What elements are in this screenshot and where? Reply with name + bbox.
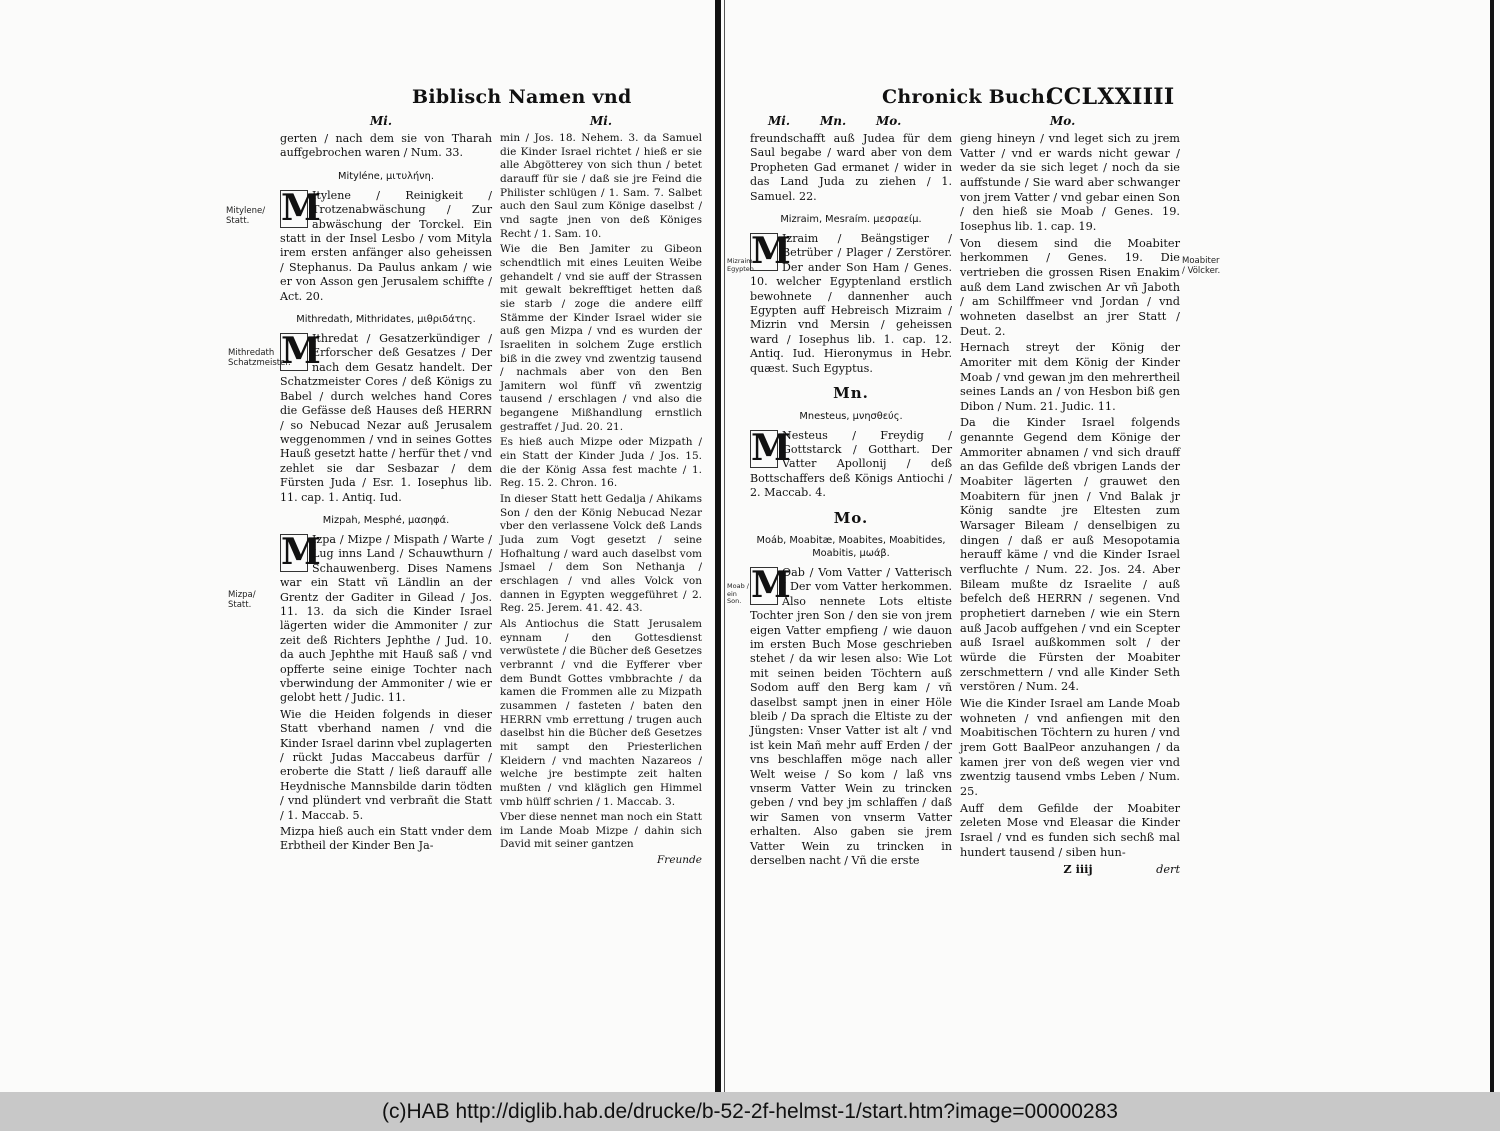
catchword: Freunde (657, 854, 702, 867)
entry-heading-mitylene: Mityléne, μιτυλήνη. (338, 170, 434, 182)
entry-heading-mizraim: Mizraim, Mesraím. μεσραείμ. (780, 214, 922, 226)
dropcap: M (281, 186, 321, 229)
dropcap: M (751, 426, 791, 469)
right-column-1 (750, 132, 952, 870)
margin-note-mizraim: Mizraim Egypten. (727, 257, 756, 273)
margin-note-mitylene: Mitylene/ Statt. (226, 206, 266, 226)
right-column-head-1: Mi. (768, 114, 791, 128)
paragraph: Es hieß auch Mizpe oder Mizpath / ein Statt der Kinder Juda / Jos. 15. die der König Assa fest machte / 1. Reg. 15. 2. Chron. 16. (500, 436, 702, 490)
paragraph: gieng hineyn / vnd leget sich zu jrem Vatter / vnd er wards nicht gewar / weder da sie sich leget / noch da sie auffstunde / Sie ward aber schwanger von jrem Vatter / vnd gebar einen Son / den hieß sie Moab / Genes. 19. Iosephus lib. 1. cap. 19. (960, 132, 1180, 233)
left-column-1 (280, 132, 492, 856)
entry-heading-mnesteus: Mnesteus, μνησθεύς. (799, 410, 903, 422)
entry-mizpah (280, 530, 492, 706)
entry-heading-moab: Moáb, Moabitæ, Moabites, Moabitides, Moabitis, μωάβ. (756, 534, 946, 559)
entry-text: Ithredat / Gesatzerkündiger / Erforscher deß Gesatzes / Der nach dem Gesatz handelt. Der Schatzmeister Cores / deß Königs zu Babel / durch welches hand Cores die Gefässe deß Hauses deß HERRN / so Nebucad Nezar auß Jerusalem weggenommen / vnd in seines Gottes Hauß gesetzt hatte / herfür thet / vnd zehlet sie dar Sesbazar / dem Fürsten Juda / Esr. 1. Iosephus lib. 11. cap. 1. Antiq. Iud. (280, 332, 492, 504)
entry-text: Izpa / Mizpe / Mispath / Warte / Lug inns Land / Schauwthurn / Schauwenberg. Dises Namens war ein Statt vñ Ländlin an der Grentz der Gaditer in Gilead / Jos. 11. 13. da sich die Kinder Israel lägerten wider die Ammoniter / zur zeit deß Richters Jephthe / Jud. 10. da auch Jephthe mit Hauß saß / vnd opfferte seine einige Tochter nach vberwindung der Ammoniter / wie er gelobt hett / Judic. 11. (280, 532, 492, 705)
footer-text: (c)HAB http://diglib.hab.de/drucke/b-52-2f-helmst-1/start.htm?image=00000283 (382, 1100, 1118, 1123)
right-column-head-2: Mn. (820, 114, 847, 128)
margin-note-moab: Moab / ein Son. (727, 582, 749, 605)
entry-moab (750, 563, 952, 869)
dropcap: M (281, 530, 321, 573)
paragraph: In dieser Statt hett Gedalja / Ahikams Son / den der König Nebucad Nezar vber den verlassene Volck deß Lands Juda zum Vogt gesetzt / seine Hofhaltung / ward auch daselbst vom Jsmael / dem Son Nethanja / erschlagen / vnd alles Volck von dannen in Egypten weggeführet / 2. Reg. 25. Jerem. 41. 42. 43. (500, 493, 702, 615)
paragraph: Hernach streyt der König der Amoriter mit dem König der Kinder Moab / vnd gewan jm den mehrertheil seines Lands an / von Hesbon biß gen Dibon / Num. 21. Judic. 11. (960, 341, 1180, 413)
margin-note-mizpa: Mizpa/ Statt. (228, 590, 256, 610)
paragraph: Wie die Heiden folgends in dieser Statt vberhand namen / vnd die Kinder Israel darinn vbel zuplagerten / rückt Judas Maccabeus darfür / eroberte die Statt / ließ darauff alle Heydnische Mannsbilde darin tödten / vnd plündert vnd verbrañt die Statt / 1. Maccab. 5. (280, 707, 492, 822)
entry-mnesteus (750, 426, 952, 501)
section-heading-mo: Mo. (833, 508, 869, 527)
entry-heading-mizpah: Mizpah, Mesphé, μασηφά. (322, 514, 450, 526)
entry-heading-mithredath: Mithredath, Mithridates, μιθριδάτης. (296, 314, 476, 326)
paragraph: freundschafft auß Judea für dem Saul begabe / ward aber von dem Propheten Gad ermanet / wider in das Land Juda zu ziehen / 1. Samuel. 22. (750, 132, 952, 203)
paragraph: gerten / nach dem sie von Tharah auffgebrochen waren / Num. 33. (280, 132, 492, 160)
left-column-head-2: Mi. (590, 114, 613, 128)
catchword: dert (1156, 863, 1180, 877)
entry-text: Izraim / Beängstiger / Betrüber / Plager / Zerstörer. Der ander Son Ham / Genes. 10. welcher Egyptenland erstlich bewohnete / dannenher auch Egypten auff Hebreisch Mizraim / Mizrin vnd Mersin / geheissen ward / Iosephus lib. 1. cap. 12. Antiq. Iud. Hieronymus in Hebr. quæst. Such Egyptus. (750, 232, 952, 375)
paragraph: min / Jos. 18. Nehem. 3. da Samuel die Kinder Israel richtet / hieß er sie alle Abgötterey von sich thun / betet darauff für sie / daß sie jre Feind die Philister schlügen / 1. Sam. 7. Salbet auch den Saul zum Könige daselbst / vnd sagte jnen von deß Königes Recht / 1. Sam. 10. (500, 132, 702, 240)
paragraph: Von diesem sind die Moabiter herkommen / Genes. 19. Die vertrieben die grossen Risen Enakim auß dem Land zwischen Ar vñ Jaboth / am Schilffmeer vnd Jordan / vnd wohneten daselbst an jrer Statt / Deut. 2. (960, 236, 1180, 338)
right-column-head-3: Mo. (876, 114, 902, 128)
left-column-head-1: Mi. (370, 114, 393, 128)
entry-text: Itylene / Reinigkeit / Trotzenabwäschung / Zur abwäschung der Torckel. Ein statt in der Insel Lesbo / vom Mityla irem ersten anfänger also geheissen / Stephanus. Da Paulus ankam / wie er von Asson gen Jerusalem schiffte / Act. 20. (280, 188, 492, 303)
gutter-highlight (724, 0, 725, 1092)
dropcap: M (281, 330, 321, 373)
left-running-head: Biblisch Namen vnd (412, 86, 632, 108)
margin-note-mithredath: Mithredath Schatzmeister. (228, 348, 291, 368)
entry-mizraim (750, 232, 952, 376)
right-page (726, 0, 1500, 1092)
signature-mark: Z iiij (1063, 862, 1093, 877)
entry-mitylene (280, 186, 492, 304)
folio-number: CCLXXIIII (1046, 84, 1175, 110)
paragraph: Da die Kinder Israel folgends genannte Gegend dem Könige der Ammoriter abnamen / vnd sich drauff an das Gefilde deß vbrigen Lands der Moabiter lägerten / grauwet den Moabitern für jnen / Vnd Balak jr König sandte jre Eltesten zum Warsager Bileam / denselbigen zu dingen / daß er auß Mesopotamia herauff käme / vnd die Kinder Israel verfluchte / Num. 22. Jos. 24. Aber Bileam mußte dz Israelite / auß befelch deß HERRN / segenen. Vnd prophetiert darneben / wie ein Stern auß Jacob auffgehen / vnd ein Scepter auß Israel außkommen solt / der würde die Fürsten der Moabiter zerschmettern / vnd alle Kinder Seth verstören / Num. 24. (960, 416, 1180, 694)
paragraph: Als Antiochus die Statt Jerusalem eynnam / den Gottesdienst verwüstete / die Bücher deß Gesetzes verbrannt / vnd die Eyfferer vber dem Bundt Gottes vmbbrachte / da kamen die Frommen alle zu Mizpath zusammen / fasteten / baten den HERRN vmb errettung / trugen auch daselbst hin die Bücher deß Gesetzes mit sampt den Priesterlichen Kleidern / vnd machten Nazareos / welche jre bestimpte zeit halten mußten / vnd kläglich gen Himmel vmb hülff schrien / 1. Maccab. 3. (500, 617, 702, 808)
right-column-2 (960, 132, 1180, 880)
right-column-head-4: Mo. (1050, 114, 1076, 128)
paragraph: Auff dem Gefilde der Moabiter zeleten Mose vnd Eleasar die Kinder Israel / vnd es funden sich sechß mal hundert tausend / siben hun- (960, 801, 1180, 859)
right-running-head: Chronick Buch. (882, 86, 1053, 108)
entry-mithredath (280, 332, 492, 505)
section-heading-mn: Mn. (833, 384, 869, 403)
paragraph: Vber diese nennet man noch ein Statt im Lande Moab Mizpe / dahin sich David mit seiner gantzen (500, 811, 702, 851)
left-column-2 (500, 132, 702, 870)
entry-text: Nesteus / Freydig / Gottstarck / Gotthart. Der Vatter Apollonij / deß Bottschaffers deß Königs Antiochi / 2. Maccab. 4. (750, 428, 952, 500)
paragraph: Mizpa hieß auch ein Statt vnder dem Erbtheil der Kinder Ben Ja- (280, 825, 492, 853)
left-page (0, 0, 716, 1092)
paragraph: Wie die Ben Jamiter zu Gibeon schendtlich mit eines Leuiten Weibe gehandelt / vnd sie auff der Strassen mit gewalt bekrefftiget hetten daß sie starb / zoge die andere eilff Stämme der Kinder Israel wider sie auß gen Mizpa / vnd es wurden der Israeliten in solchem Zuge erstlich biß in die zwey vnd zwentzig tausend / nachmals aber von den Ben Jamitern wol fünff vñ zwentzig tausend / erschlagen / vnd also die begangene Mißhandlung ernstlich gestraffet / Jud. 20. 21. (500, 243, 702, 433)
signature-line (960, 862, 1180, 878)
margin-note-moabiter: Moabiter / Völcker. (1182, 256, 1221, 276)
copyright-footer (0, 1092, 1500, 1131)
entry-text: Oab / Vom Vatter / Vatterisch / Der vom Vatter herkommen. Also nennete Lots eltiste Tochter jren Son / den sie von jrem eigen Vatter empfieng / wie dauon im ersten Buch Mose geschrieben stehet / da wir lesen also: Wie Lot mit seinen beiden Töchtern auß Sodom auff den Berg kam / vñ daselbst sampt jnen in einer Höle bleib / Da sprach die Eltiste zu der Jüngsten: Vnser Vatter ist alt / vnd ist kein Mañ mehr auff Erden / der vns beschlaffen möge nach aller Welt weise / So kom / laß vns vnserm Vatter Wein zu trincken geben / vnd bey jm schlaffen / daß wir Samen von vnserm Vatter erhalten. Also gaben sie jrem Vatter Wein zu trincken in derselben nacht / Vñ die erste (750, 565, 952, 868)
dropcap: M (751, 230, 791, 273)
paragraph: Wie die Kinder Israel am Lande Moab wohneten / vnd anfiengen mit den Moabitischen Töchtern zu huren / vnd jrem Gott BaalPeor anzuhangen / da kamen jrer von deß wegen vier vnd zwentzig tausend vmbs Leben / Num. 25. (960, 696, 1180, 798)
dropcap: M (751, 563, 791, 606)
